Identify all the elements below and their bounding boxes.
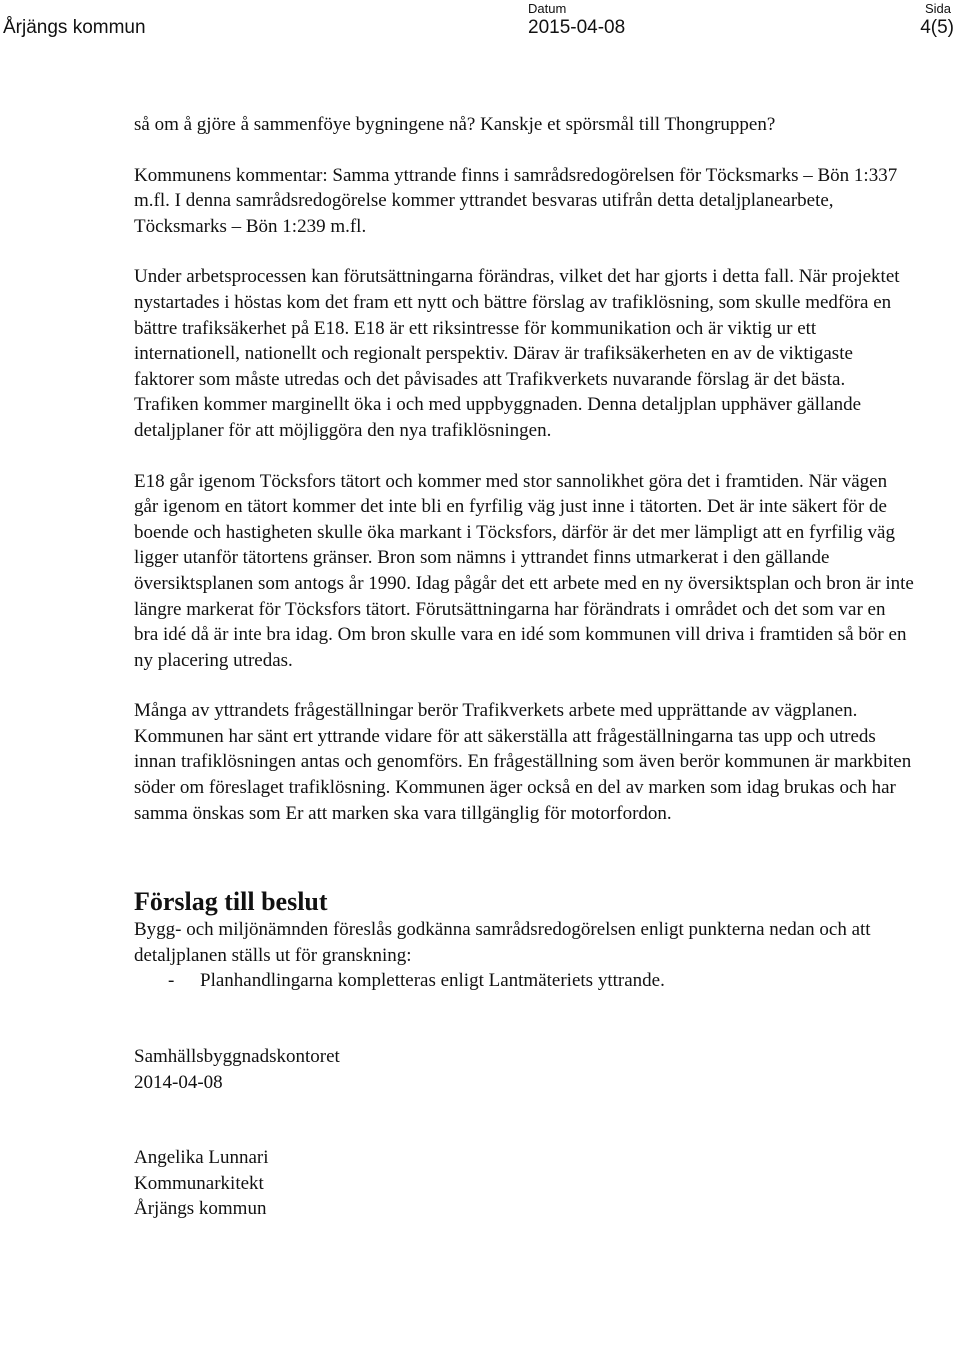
page-number: 4(5) [920, 17, 954, 38]
document-body [134, 112, 914, 1222]
signature-date: 2014-04-08 [134, 1071, 223, 1093]
body-paragraph: så om å gjöre å sammenföye bygningene nå? Kanskje et spörsmål till Thongruppen? [134, 114, 776, 135]
organization-name: Årjängs kommun [3, 17, 146, 38]
bullet-text: Planhandlingarna kompletteras enligt Lantmäteriets yttrande. [200, 970, 665, 992]
date-label: Datum [528, 1, 567, 16]
bullet-marker: - [168, 970, 175, 992]
body-paragraph: Under arbetsprocessen kan förutsättningarna förändras, vilket det har gjorts i detta fall. När projektet nystartades i höstas kom det fram ett nytt och bättre förslag av trafiklösning, som skulle medföra en bättre trafiksäkerhet på E18. E18 är ett riksintresse för kommunikation och är viktig ur ett internationell, nationellt och regionalt perspektiv. Därav är trafiksäkerheten en av de viktigaste faktorer som måste utredas och det påvisades att Trafikverkets nuvarande förslag är det bästa. Trafiken kommer marginellt öka i och med uppbyggnaden. Denna detaljplan upphäver gällande detaljplaner för att möjliggöra den nya trafiklösningen. [134, 266, 900, 441]
page-label: Sida [924, 1, 951, 16]
decision-bullet [134, 968, 914, 994]
document-date: 2015-04-08 [528, 17, 626, 38]
body-paragraph: Kommunens kommentar: Samma yttrande finns i samrådsredogörelsen för Töcksmarks – Bön 1:337 m.fl. I denna samrådsredogörelse kommer yttrandet besvaras utifrån detta detaljplanearbete, Töcksmarks – Bön 1:239 m.fl. [134, 164, 898, 237]
person-signature [134, 1145, 914, 1222]
body-paragraph: E18 går igenom Töcksfors tätort och kommer med stor sannolikhet göra det i framtiden. När vägen går igenom en tätort kommer det inte bli en fyrfilig väg just inne i tätorten. Det är inte säkert för de boende och hastigheten skulle öka markant i Töcksfors, därför är det mer lämpligt att en fyrfilig väg ligger utanför tätortens gränser. Bron som nämns i yttrandet finns utmarkerat i den gällande översiktsplanen som antogs år 1990. Idag pågår det ett arbete med en ny översiktsplan och bron är inte längre markerat för Töcksfors tätort. Förutsättningarna har förändrats i området och det som var en bra idé då är inte bra idag. Om bron skulle vara en idé som kommunen vill driva i framtiden så bör en ny placering utredas. [134, 470, 914, 671]
page-header [0, 0, 960, 50]
decision-text: Bygg- och miljönämnden föreslås godkänna samrådsredogörelsen enligt punkterna nedan och att detaljplanen ställs ut för granskning: [134, 919, 871, 966]
body-paragraph: Många av yttrandets frågeställningar berör Trafikverkets arbete med upprättande av vägplanen. Kommunen har sänt ert yttrande vidare för att säkerställa att frågeställningarna tas upp och utreds innan trafiklösningen antas och genomförs. En frågeställning som även berör kommunen är markbiten söder om föreslaget trafiklösning. Kommunen äger också en del av marken som idag brukas och har samma önskas som Er att marken ska vara tillgänglig för motorfordon. [134, 700, 912, 824]
signer-role: Kommunarkitekt [134, 1172, 264, 1194]
signer-name: Angelika Lunnari [134, 1147, 269, 1169]
office-name: Samhällsbyggnadskontoret [134, 1046, 340, 1068]
office-signature [134, 1044, 914, 1095]
signer-municipality: Årjängs kommun [134, 1198, 267, 1220]
decision-heading: Förslag till beslut [134, 887, 328, 917]
